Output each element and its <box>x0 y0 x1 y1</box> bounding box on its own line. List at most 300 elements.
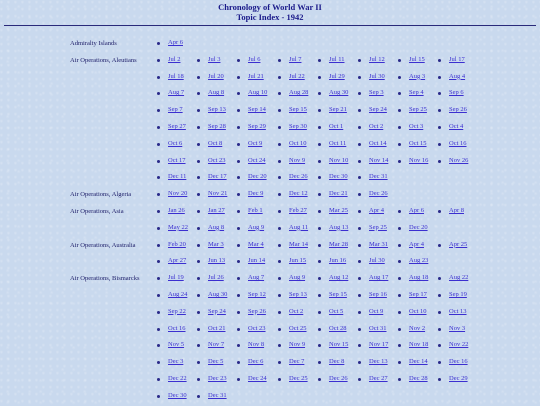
bullet-icon <box>438 277 441 280</box>
bullet-icon <box>358 160 361 163</box>
bullet-icon <box>438 109 441 112</box>
date-link[interactable]: Aug 11 <box>289 224 308 236</box>
date-link[interactable]: Aug 13 <box>329 224 348 236</box>
date-link[interactable]: Apr 27 <box>168 257 186 269</box>
bullet-icon <box>197 160 200 163</box>
date-link[interactable]: Aug 24 <box>168 291 187 303</box>
date-link[interactable]: Sep 28 <box>208 123 226 135</box>
bullet-icon <box>358 277 361 280</box>
bullet-icon <box>358 143 361 146</box>
date-link[interactable]: Sep 3 <box>369 89 384 101</box>
date-link[interactable]: Dec 12 <box>289 190 308 202</box>
page-subtitle: Topic Index - 1942 <box>236 12 304 22</box>
date-link[interactable]: Nov 2 <box>409 325 425 337</box>
bullet-icon <box>318 126 321 129</box>
bullet-icon <box>278 126 281 129</box>
date-link[interactable]: Dec 26 <box>369 190 388 202</box>
date-link[interactable]: Nov 22 <box>449 341 468 353</box>
bullet-icon <box>278 143 281 146</box>
date-link[interactable]: Nov 18 <box>409 341 428 353</box>
date-link[interactable]: Aug 10 <box>248 89 267 101</box>
bullet-icon <box>237 294 240 297</box>
bullet-icon <box>197 143 200 146</box>
bullet-icon <box>278 378 281 381</box>
date-link[interactable]: Sep 4 <box>409 89 424 101</box>
date-link[interactable]: Oct 9 <box>248 140 262 152</box>
date-link[interactable]: Nov 7 <box>208 341 224 353</box>
date-link[interactable]: Dec 26 <box>289 173 308 185</box>
bullet-icon <box>318 244 321 247</box>
bullet-icon <box>278 244 281 247</box>
date-link[interactable]: Dec 9 <box>248 190 263 202</box>
bullet-icon <box>358 344 361 347</box>
date-link[interactable]: Oct 2 <box>369 123 383 135</box>
date-link[interactable]: Dec 5 <box>208 358 223 370</box>
date-link[interactable]: Oct 6 <box>168 140 182 152</box>
date-link[interactable]: Aug 22 <box>449 274 468 286</box>
date-link[interactable]: Aug 7 <box>248 274 264 286</box>
date-link[interactable]: Feb 27 <box>289 207 307 219</box>
bullet-icon <box>278 227 281 230</box>
bullet-icon <box>318 210 321 213</box>
index-row <box>0 157 540 171</box>
date-link[interactable]: Jul 11 <box>329 56 344 68</box>
date-link[interactable]: Dec 20 <box>248 173 267 185</box>
date-link[interactable]: Aug 30 <box>329 89 348 101</box>
bullet-icon <box>157 244 160 247</box>
date-link[interactable]: Dec 30 <box>329 173 348 185</box>
bullet-icon <box>157 92 160 95</box>
date-link[interactable]: Jul 12 <box>369 56 385 68</box>
date-link[interactable]: Oct 1 <box>329 123 343 135</box>
bullet-icon <box>278 193 281 196</box>
date-link[interactable]: Dec 22 <box>168 375 187 387</box>
date-link[interactable]: Aug 23 <box>409 257 428 269</box>
date-link[interactable]: Aug 17 <box>369 274 388 286</box>
bullet-icon <box>157 294 160 297</box>
bullet-icon <box>358 109 361 112</box>
date-link[interactable]: Oct 28 <box>329 325 347 337</box>
date-link[interactable]: Sep 26 <box>449 106 467 118</box>
bullet-icon <box>157 109 160 112</box>
bullet-icon <box>318 176 321 179</box>
date-link[interactable]: Jul 15 <box>409 56 425 68</box>
bullet-icon <box>157 59 160 62</box>
bullet-icon <box>197 193 200 196</box>
date-link[interactable]: Mar 3 <box>208 241 224 253</box>
bullet-icon <box>318 160 321 163</box>
bullet-icon <box>318 227 321 230</box>
bullet-icon <box>398 160 401 163</box>
bullet-icon <box>358 328 361 331</box>
date-link[interactable]: Dec 30 <box>168 392 187 404</box>
date-link[interactable]: Jul 18 <box>168 73 184 85</box>
date-link[interactable]: Sep 26 <box>248 308 266 320</box>
bullet-icon <box>438 361 441 364</box>
topic-label: Air Operations, Asia <box>70 208 124 215</box>
bullet-icon <box>318 344 321 347</box>
bullet-icon <box>157 76 160 79</box>
date-link[interactable]: Mar 25 <box>329 207 348 219</box>
date-link[interactable]: Aug 9 <box>289 274 305 286</box>
date-link[interactable]: Sep 19 <box>449 291 467 303</box>
bullet-icon <box>278 176 281 179</box>
index-row <box>0 173 540 187</box>
date-link[interactable]: Aug 4 <box>449 73 465 85</box>
date-link[interactable]: Jul 30 <box>369 257 385 269</box>
date-link[interactable]: Jul 20 <box>208 73 224 85</box>
index-row <box>0 106 540 120</box>
bullet-icon <box>157 160 160 163</box>
date-link[interactable]: Oct 23 <box>248 325 266 337</box>
date-link[interactable]: Dec 17 <box>208 173 227 185</box>
bullet-icon <box>398 260 401 263</box>
bullet-icon <box>197 361 200 364</box>
date-link[interactable]: Sep 29 <box>248 123 266 135</box>
date-link[interactable]: Dec 23 <box>208 375 227 387</box>
date-link[interactable]: Oct 24 <box>248 157 266 169</box>
date-link[interactable]: Jul 21 <box>248 73 264 85</box>
date-link[interactable]: Aug 7 <box>168 89 184 101</box>
bullet-icon <box>237 109 240 112</box>
date-link[interactable]: Oct 13 <box>449 308 467 320</box>
bullet-icon <box>197 210 200 213</box>
bullet-icon <box>237 378 240 381</box>
bullet-icon <box>318 143 321 146</box>
bullet-icon <box>197 395 200 398</box>
date-link[interactable]: Oct 16 <box>449 140 467 152</box>
date-link[interactable]: Aug 28 <box>289 89 308 101</box>
bullet-icon <box>278 210 281 213</box>
bullet-icon <box>157 378 160 381</box>
bullet-icon <box>197 227 200 230</box>
bullet-icon <box>318 311 321 314</box>
index-row <box>0 274 540 288</box>
bullet-icon <box>358 126 361 129</box>
date-link[interactable]: Nov 21 <box>208 190 227 202</box>
bullet-icon <box>318 378 321 381</box>
date-link[interactable]: Sep 16 <box>369 291 387 303</box>
date-link[interactable]: Jan 27 <box>208 207 225 219</box>
date-link[interactable]: Aug 8 <box>208 224 224 236</box>
date-link[interactable]: Jul 26 <box>208 274 224 286</box>
date-link[interactable]: Mar 28 <box>329 241 348 253</box>
date-link[interactable]: Oct 2 <box>289 308 303 320</box>
bullet-icon <box>398 109 401 112</box>
bullet-icon <box>157 328 160 331</box>
index-row <box>0 375 540 389</box>
bullet-icon <box>318 328 321 331</box>
date-link[interactable]: Jun 14 <box>248 257 265 269</box>
bullet-icon <box>278 260 281 263</box>
date-link[interactable]: Nov 16 <box>409 157 428 169</box>
bullet-icon <box>438 59 441 62</box>
bullet-icon <box>157 361 160 364</box>
index-row <box>0 39 540 53</box>
date-link[interactable]: Oct 9 <box>369 308 383 320</box>
bullet-icon <box>398 344 401 347</box>
date-link[interactable]: Dec 13 <box>369 358 388 370</box>
bullet-icon <box>237 92 240 95</box>
date-link[interactable]: Apr 8 <box>449 207 464 219</box>
date-link[interactable]: Oct 23 <box>208 157 226 169</box>
date-link[interactable]: Apr 6 <box>168 39 183 51</box>
date-link[interactable]: Feb 1 <box>248 207 263 219</box>
index-row <box>0 308 540 322</box>
date-link[interactable]: Sep 22 <box>168 308 186 320</box>
bullet-icon <box>278 92 281 95</box>
date-link[interactable]: Apr 6 <box>409 207 424 219</box>
date-link[interactable]: Sep 6 <box>449 89 464 101</box>
bullet-icon <box>358 227 361 230</box>
date-link[interactable]: Sep 24 <box>369 106 387 118</box>
bullet-icon <box>278 277 281 280</box>
date-link[interactable]: Sep 30 <box>289 123 307 135</box>
date-link[interactable]: Sep 25 <box>409 106 427 118</box>
bullet-icon <box>278 76 281 79</box>
date-link[interactable]: Nov 17 <box>369 341 388 353</box>
date-link[interactable]: Dec 16 <box>449 358 468 370</box>
date-link[interactable]: Nov 15 <box>329 341 348 353</box>
date-link[interactable]: Sep 21 <box>329 106 347 118</box>
date-link[interactable]: Nov 9 <box>289 341 305 353</box>
date-link[interactable]: Nov 10 <box>329 157 348 169</box>
date-link[interactable]: Mar 4 <box>248 241 264 253</box>
bullet-icon <box>157 277 160 280</box>
date-link[interactable]: Feb 20 <box>168 241 186 253</box>
bullet-icon <box>157 227 160 230</box>
date-link[interactable]: Sep 24 <box>208 308 226 320</box>
date-link[interactable]: Sep 13 <box>289 291 307 303</box>
bullet-icon <box>278 361 281 364</box>
index-row <box>0 291 540 305</box>
bullet-icon <box>358 260 361 263</box>
date-link[interactable]: Jul 29 <box>329 73 345 85</box>
bullet-icon <box>358 294 361 297</box>
bullet-icon <box>358 244 361 247</box>
date-link[interactable]: Dec 31 <box>369 173 388 185</box>
date-link[interactable]: Dec 25 <box>289 375 308 387</box>
date-link[interactable]: Apr 25 <box>449 241 467 253</box>
date-link[interactable]: Jun 16 <box>329 257 346 269</box>
bullet-icon <box>157 143 160 146</box>
bullet-icon <box>197 294 200 297</box>
bullet-icon <box>157 126 160 129</box>
bullet-icon <box>237 143 240 146</box>
date-link[interactable]: Dec 11 <box>168 173 186 185</box>
bullet-icon <box>438 328 441 331</box>
date-link[interactable]: Apr 4 <box>409 241 424 253</box>
bullet-icon <box>398 277 401 280</box>
index-row <box>0 73 540 87</box>
topic-label: Admiralty Islands <box>70 40 117 47</box>
date-link[interactable]: Mar 14 <box>289 241 308 253</box>
date-link[interactable]: Oct 11 <box>329 140 346 152</box>
date-link[interactable]: Jul 6 <box>248 56 260 68</box>
bullet-icon <box>197 126 200 129</box>
bullet-icon <box>237 160 240 163</box>
date-link[interactable]: Nov 5 <box>168 341 184 353</box>
date-link[interactable]: Dec 26 <box>329 375 348 387</box>
date-link[interactable]: Oct 8 <box>208 140 222 152</box>
date-link[interactable]: Sep 25 <box>369 224 387 236</box>
bullet-icon <box>438 76 441 79</box>
bullet-icon <box>197 311 200 314</box>
date-link[interactable]: Dec 3 <box>168 358 183 370</box>
bullet-icon <box>157 344 160 347</box>
header-divider <box>4 25 536 26</box>
date-link[interactable]: Dec 21 <box>329 190 348 202</box>
date-link[interactable]: Sep 12 <box>248 291 266 303</box>
bullet-icon <box>398 244 401 247</box>
date-link[interactable]: Oct 10 <box>289 140 307 152</box>
date-link[interactable]: Jul 2 <box>168 56 180 68</box>
bullet-icon <box>237 59 240 62</box>
date-link[interactable]: Nov 9 <box>289 157 305 169</box>
date-link[interactable]: Nov 14 <box>369 157 388 169</box>
index-row <box>0 241 540 255</box>
date-link[interactable]: Oct 14 <box>369 140 387 152</box>
bullet-icon <box>318 260 321 263</box>
bullet-icon <box>438 126 441 129</box>
date-link[interactable]: Nov 3 <box>449 325 465 337</box>
bullet-icon <box>237 193 240 196</box>
bullet-icon <box>398 92 401 95</box>
date-link[interactable]: Sep 14 <box>248 106 266 118</box>
date-link[interactable]: Jun 13 <box>208 257 225 269</box>
page-header <box>0 2 540 22</box>
date-link[interactable]: Jun 15 <box>289 257 306 269</box>
bullet-icon <box>157 210 160 213</box>
date-link[interactable]: Apr 4 <box>369 207 384 219</box>
bullet-icon <box>237 126 240 129</box>
date-link[interactable]: Jul 30 <box>369 73 385 85</box>
date-link[interactable]: Jul 22 <box>289 73 305 85</box>
date-link[interactable]: Oct 10 <box>409 308 427 320</box>
date-link[interactable]: Dec 20 <box>409 224 428 236</box>
bullet-icon <box>438 143 441 146</box>
date-link[interactable]: Dec 24 <box>248 375 267 387</box>
date-link[interactable]: Nov 26 <box>449 157 468 169</box>
bullet-icon <box>438 294 441 297</box>
bullet-icon <box>358 378 361 381</box>
date-link[interactable]: Oct 21 <box>208 325 226 337</box>
bullet-icon <box>358 193 361 196</box>
bullet-icon <box>398 328 401 331</box>
date-link[interactable]: Jul 17 <box>449 56 465 68</box>
bullet-icon <box>438 210 441 213</box>
date-link[interactable]: Jul 3 <box>208 56 220 68</box>
bullet-icon <box>197 277 200 280</box>
date-link[interactable]: Jul 7 <box>289 56 301 68</box>
date-link[interactable]: Dec 27 <box>369 375 388 387</box>
date-link[interactable]: Dec 7 <box>289 358 304 370</box>
date-link[interactable]: Oct 16 <box>168 325 186 337</box>
index-row <box>0 392 540 406</box>
date-link[interactable]: Oct 5 <box>329 308 343 320</box>
bullet-icon <box>197 244 200 247</box>
bullet-icon <box>157 311 160 314</box>
date-link[interactable]: Aug 30 <box>208 291 227 303</box>
date-link[interactable]: Aug 3 <box>409 73 425 85</box>
date-link[interactable]: Nov 8 <box>248 341 264 353</box>
bullet-icon <box>197 59 200 62</box>
bullet-icon <box>278 109 281 112</box>
date-link[interactable]: Sep 7 <box>168 106 183 118</box>
bullet-icon <box>318 76 321 79</box>
date-link[interactable]: Oct 31 <box>369 325 387 337</box>
date-link[interactable]: Oct 25 <box>289 325 307 337</box>
date-link[interactable]: Aug 18 <box>409 274 428 286</box>
bullet-icon <box>237 260 240 263</box>
bullet-icon <box>318 294 321 297</box>
bullet-icon <box>157 42 160 45</box>
bullet-icon <box>197 344 200 347</box>
bullet-icon <box>197 176 200 179</box>
date-link[interactable]: Dec 8 <box>329 358 344 370</box>
date-link[interactable]: Nov 20 <box>168 190 187 202</box>
date-link[interactable]: Mar 31 <box>369 241 388 253</box>
bullet-icon <box>398 227 401 230</box>
date-link[interactable]: Oct 15 <box>409 140 427 152</box>
date-link[interactable]: Dec 14 <box>409 358 428 370</box>
bullet-icon <box>157 395 160 398</box>
date-link[interactable]: Aug 12 <box>329 274 348 286</box>
bullet-icon <box>438 344 441 347</box>
bullet-icon <box>398 311 401 314</box>
bullet-icon <box>398 126 401 129</box>
bullet-icon <box>398 210 401 213</box>
date-link[interactable]: Aug 9 <box>248 224 264 236</box>
bullet-icon <box>398 294 401 297</box>
date-link[interactable]: Dec 6 <box>248 358 263 370</box>
date-link[interactable]: Jan 26 <box>168 207 185 219</box>
date-link[interactable]: Sep 15 <box>289 106 307 118</box>
date-link[interactable]: Jul 19 <box>168 274 184 286</box>
date-link[interactable]: Dec 29 <box>449 375 468 387</box>
date-link[interactable]: Sep 27 <box>168 123 186 135</box>
date-link[interactable]: Dec 28 <box>409 375 428 387</box>
date-link[interactable]: Oct 3 <box>409 123 423 135</box>
date-link[interactable]: Aug 8 <box>208 89 224 101</box>
date-link[interactable]: Oct 17 <box>168 157 186 169</box>
bullet-icon <box>438 378 441 381</box>
date-link[interactable]: Sep 17 <box>409 291 427 303</box>
bullet-icon <box>318 193 321 196</box>
bullet-icon <box>438 92 441 95</box>
date-link[interactable]: Sep 15 <box>329 291 347 303</box>
bullet-icon <box>318 361 321 364</box>
index-row <box>0 140 540 154</box>
date-link[interactable]: Dec 31 <box>208 392 227 404</box>
bullet-icon <box>398 361 401 364</box>
date-link[interactable]: May 22 <box>168 224 188 236</box>
bullet-icon <box>237 176 240 179</box>
index-row <box>0 190 540 204</box>
bullet-icon <box>278 311 281 314</box>
bullet-icon <box>318 109 321 112</box>
bullet-icon <box>197 260 200 263</box>
index-row <box>0 89 540 103</box>
date-link[interactable]: Oct 4 <box>449 123 463 135</box>
bullet-icon <box>278 328 281 331</box>
bullet-icon <box>278 160 281 163</box>
bullet-icon <box>398 378 401 381</box>
index-row <box>0 257 540 271</box>
bullet-icon <box>157 176 160 179</box>
date-link[interactable]: Sep 13 <box>208 106 226 118</box>
bullet-icon <box>358 361 361 364</box>
